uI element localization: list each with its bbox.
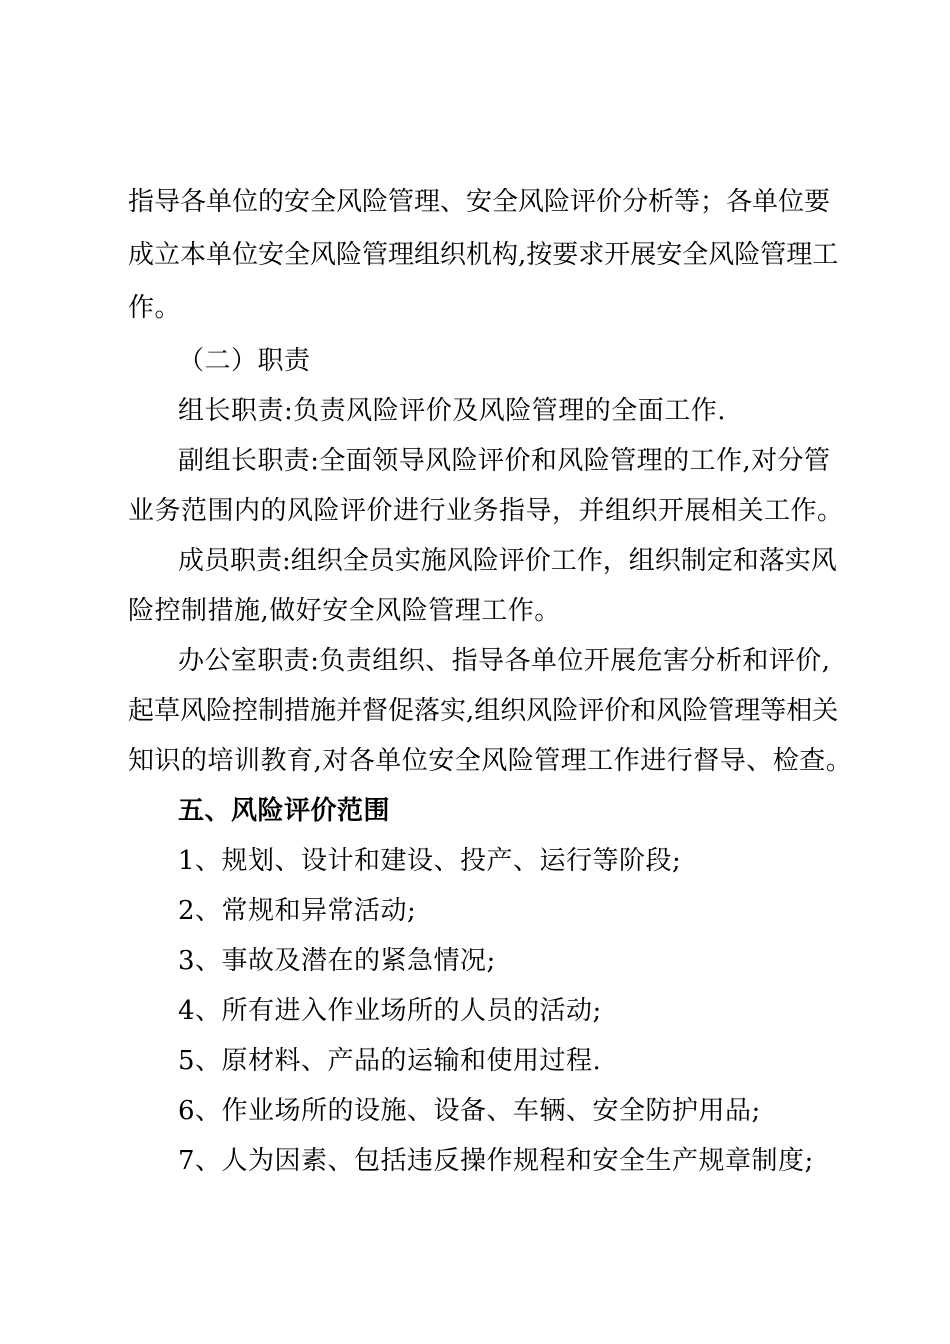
paragraph-line-3: 作。: [128, 293, 182, 323]
office-duties-line-3: 知识的培训教育,对各单位安全风险管理工作进行督导、检查。: [128, 746, 853, 776]
scope-item-1: 1、规划、设计和建设、投产、运行等阶段;: [178, 846, 682, 876]
paragraph-line-1: 指导各单位的安全风险管理、安全风险评价分析等；各单位要: [128, 187, 831, 217]
section-heading-risk-scope: 五、风险评价范围: [178, 796, 391, 826]
scope-item-3: 3、事故及潜在的紧急情况;: [178, 946, 496, 976]
paragraph-line-2: 成立本单位安全风险管理组织机构,按要求开展安全风险管理工: [128, 240, 839, 270]
office-duties-line-2: 起草风险控制措施并督促落实,组织风险评价和风险管理等相关: [128, 696, 839, 726]
deputy-leader-duties-line-2: 业务范围内的风险评价进行业务指导，并组织开展相关工作。: [128, 496, 844, 526]
member-duties-line-2: 险控制措施,做好安全风险管理工作。: [128, 596, 561, 626]
leader-duties: 组长职责:负责风险评价及风险管理的全面工作.: [178, 396, 727, 426]
scope-item-6: 6、作业场所的设施、设备、车辆、安全防护用品;: [178, 1096, 761, 1126]
scope-item-4: 4、所有进入作业场所的人员的活动;: [178, 996, 602, 1026]
scope-item-2: 2、常规和异常活动;: [178, 896, 417, 926]
scope-item-7: 7、人为因素、包括违反操作规程和安全生产规章制度;: [178, 1146, 814, 1176]
section-heading-duties: （二）职责: [178, 346, 311, 376]
member-duties-line-1: 成员职责:组织全员实施风险评价工作，组织制定和落实风: [178, 546, 837, 576]
office-duties-line-1: 办公室职责:负责组织、指导各单位开展危害分析和评价,: [178, 646, 830, 676]
scope-item-5: 5、原材料、产品的运输和使用过程.: [178, 1046, 602, 1076]
deputy-leader-duties-line-1: 副组长职责:全面领导风险评价和风险管理的工作,对分管: [178, 446, 830, 476]
